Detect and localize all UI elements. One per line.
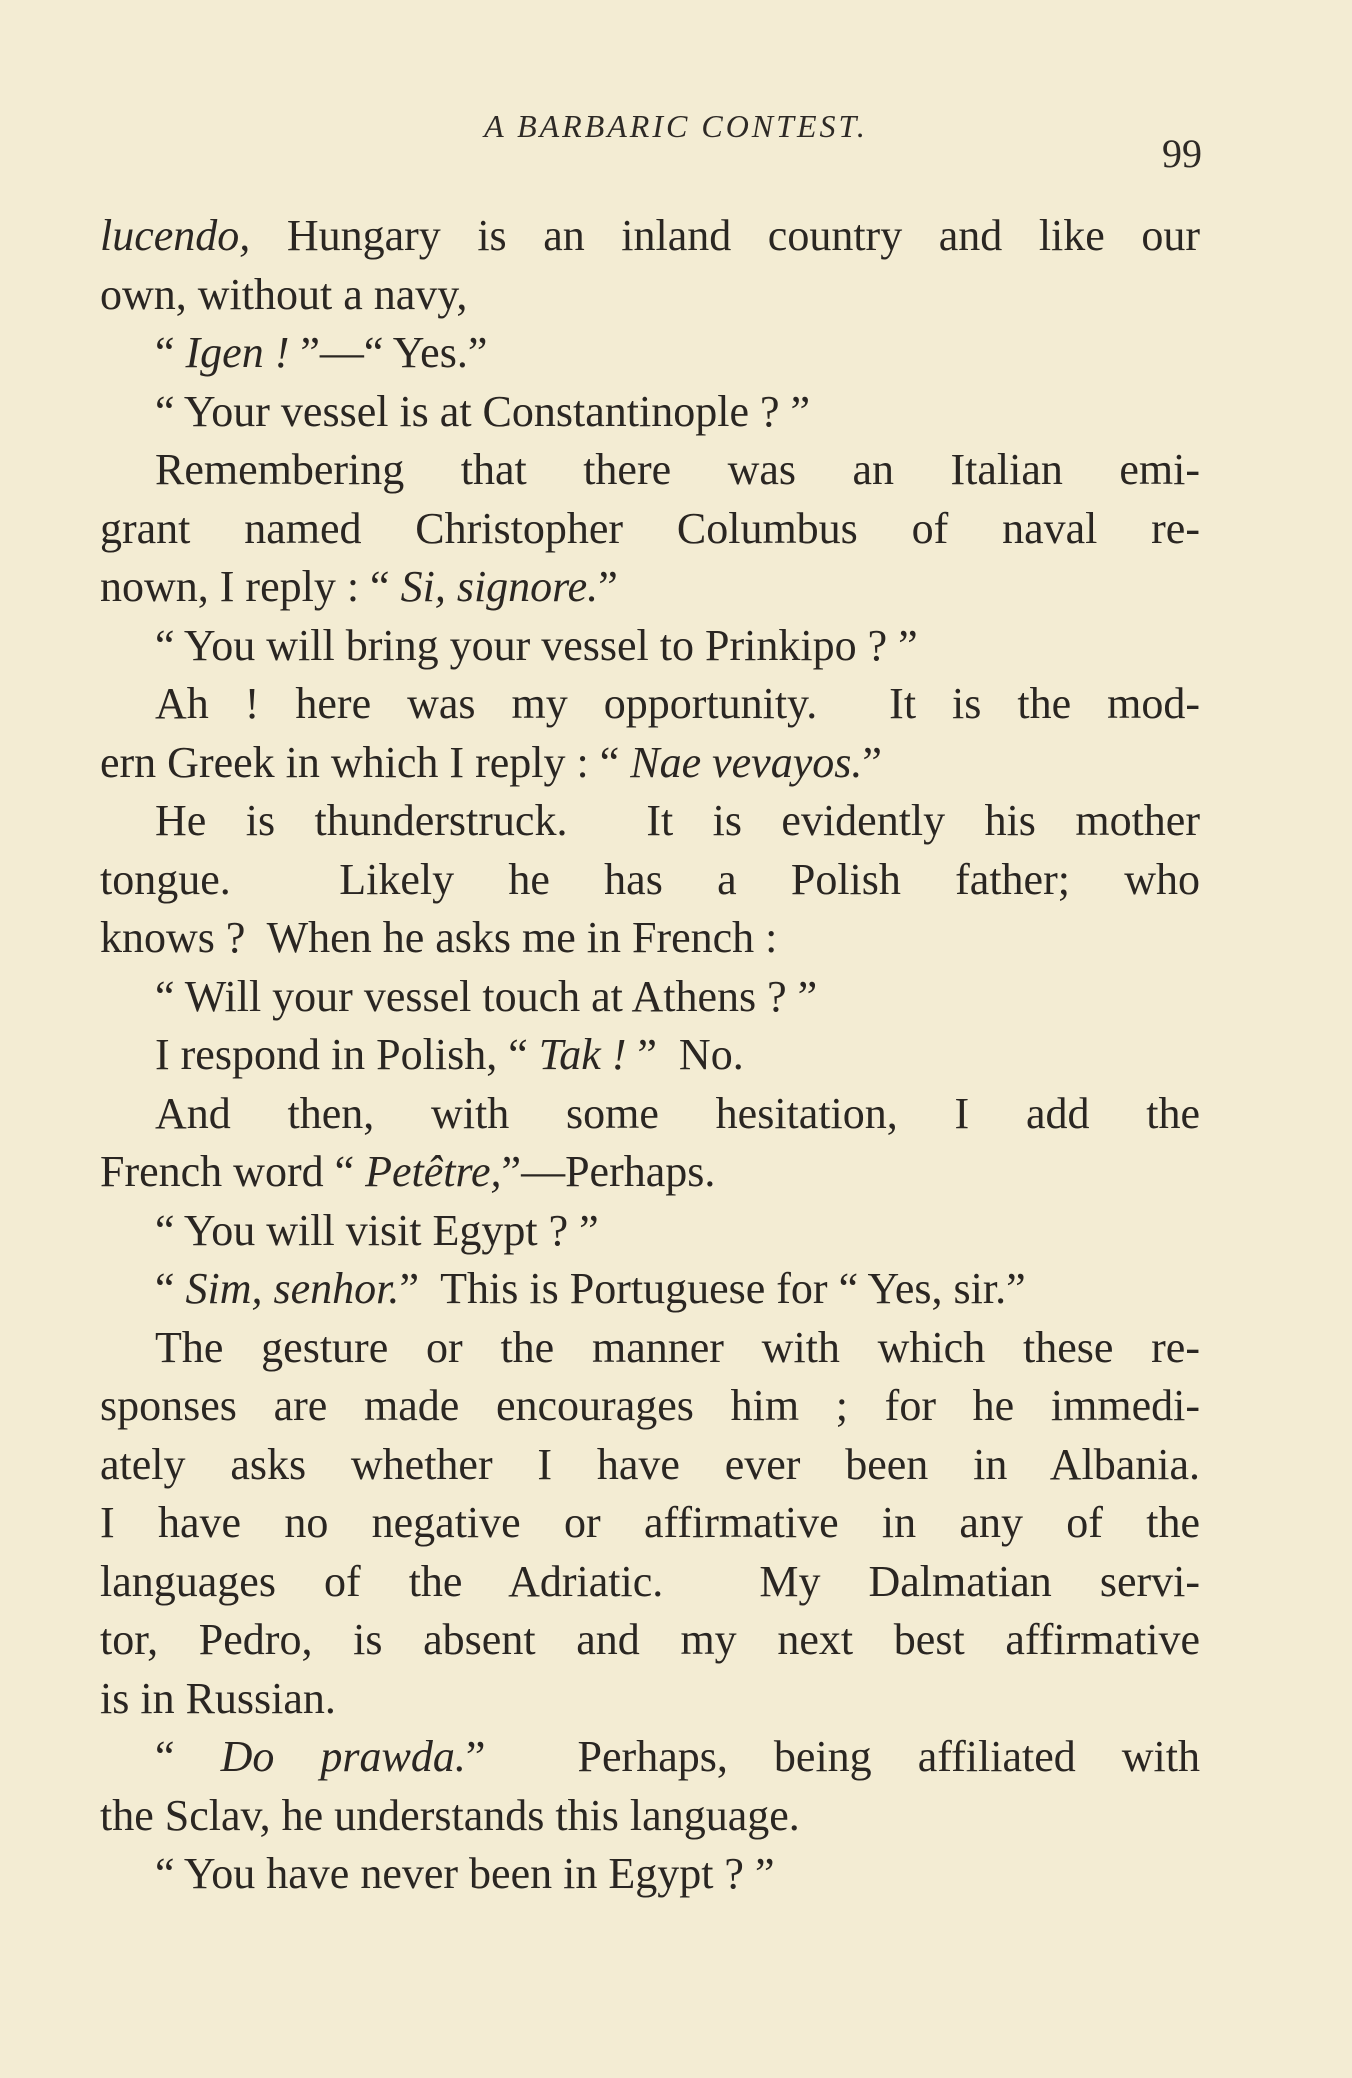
text-line: “ You will visit Egypt ? ” — [155, 1205, 599, 1255]
text-line: “ Will your vessel touch at Athens ? ” — [155, 971, 818, 1021]
text-line: languages of the Adriatic. My Dalmatian servi- — [100, 1556, 1200, 1606]
body-text — [100, 207, 1200, 1904]
text-line: The gesture or the manner with which these re- — [155, 1322, 1200, 1372]
text-line: knows ? When he asks me in French : — [100, 913, 778, 962]
text-line: grant named Christopher Columbus of naval re- — [100, 503, 1200, 553]
text-line: I have no negative or affirmative in any of the — [100, 1498, 1200, 1547]
text-line: I respond in Polish, “ Tak ! ” No. — [155, 1030, 744, 1079]
text-line: lucendo, Hungary is an inland country and like our — [100, 211, 1200, 260]
text-line: tongue. Likely he has a Polish father; who — [100, 854, 1200, 904]
text-line: nown, I reply : “ Si, signore.” — [100, 562, 618, 611]
text-line: “ Your vessel is at Constantinople ? ” — [155, 386, 811, 436]
text-line: And then, with some hesitation, I add the — [155, 1088, 1200, 1138]
text-line: He is thunderstruck. It is evidently his mother — [155, 796, 1200, 845]
text-line: the Sclav, he understands this language. — [100, 1790, 800, 1840]
text-line: “ Sim, senhor.” This is Portuguese for “ Yes, sir.” — [155, 1264, 1026, 1313]
text-line: sponses are made encourages him ; for he immedi- — [100, 1381, 1200, 1430]
text-line: Ah ! here was my opportunity. It is the mod- — [155, 679, 1200, 728]
text-line: “ Do prawda.” Perhaps, being affiliated with — [155, 1732, 1200, 1781]
text-line: ern Greek in which I reply : “ Nae vevayos.” — [100, 737, 882, 787]
text-line: French word “ Petêtre,”—Perhaps. — [100, 1147, 716, 1196]
text-line: tor, Pedro, is absent and my next best affirmative — [100, 1615, 1200, 1664]
text-line: Remembering that there was an Italian emi- — [155, 445, 1200, 494]
text-line: is in Russian. — [100, 1673, 336, 1723]
text-line: “ Igen ! ”—“ Yes.” — [155, 328, 488, 377]
text-line: “ You will bring your vessel to Prinkipo ? ” — [155, 620, 918, 670]
page-number: 99 — [1162, 131, 1202, 176]
running-title: A BARBARIC CONTEST. — [484, 108, 868, 144]
text-line: ately asks whether I have ever been in Albania. — [100, 1439, 1200, 1489]
text-line: “ You have never been in Egypt ? ” — [155, 1849, 775, 1898]
text-line: own, without a navy, — [100, 269, 468, 319]
